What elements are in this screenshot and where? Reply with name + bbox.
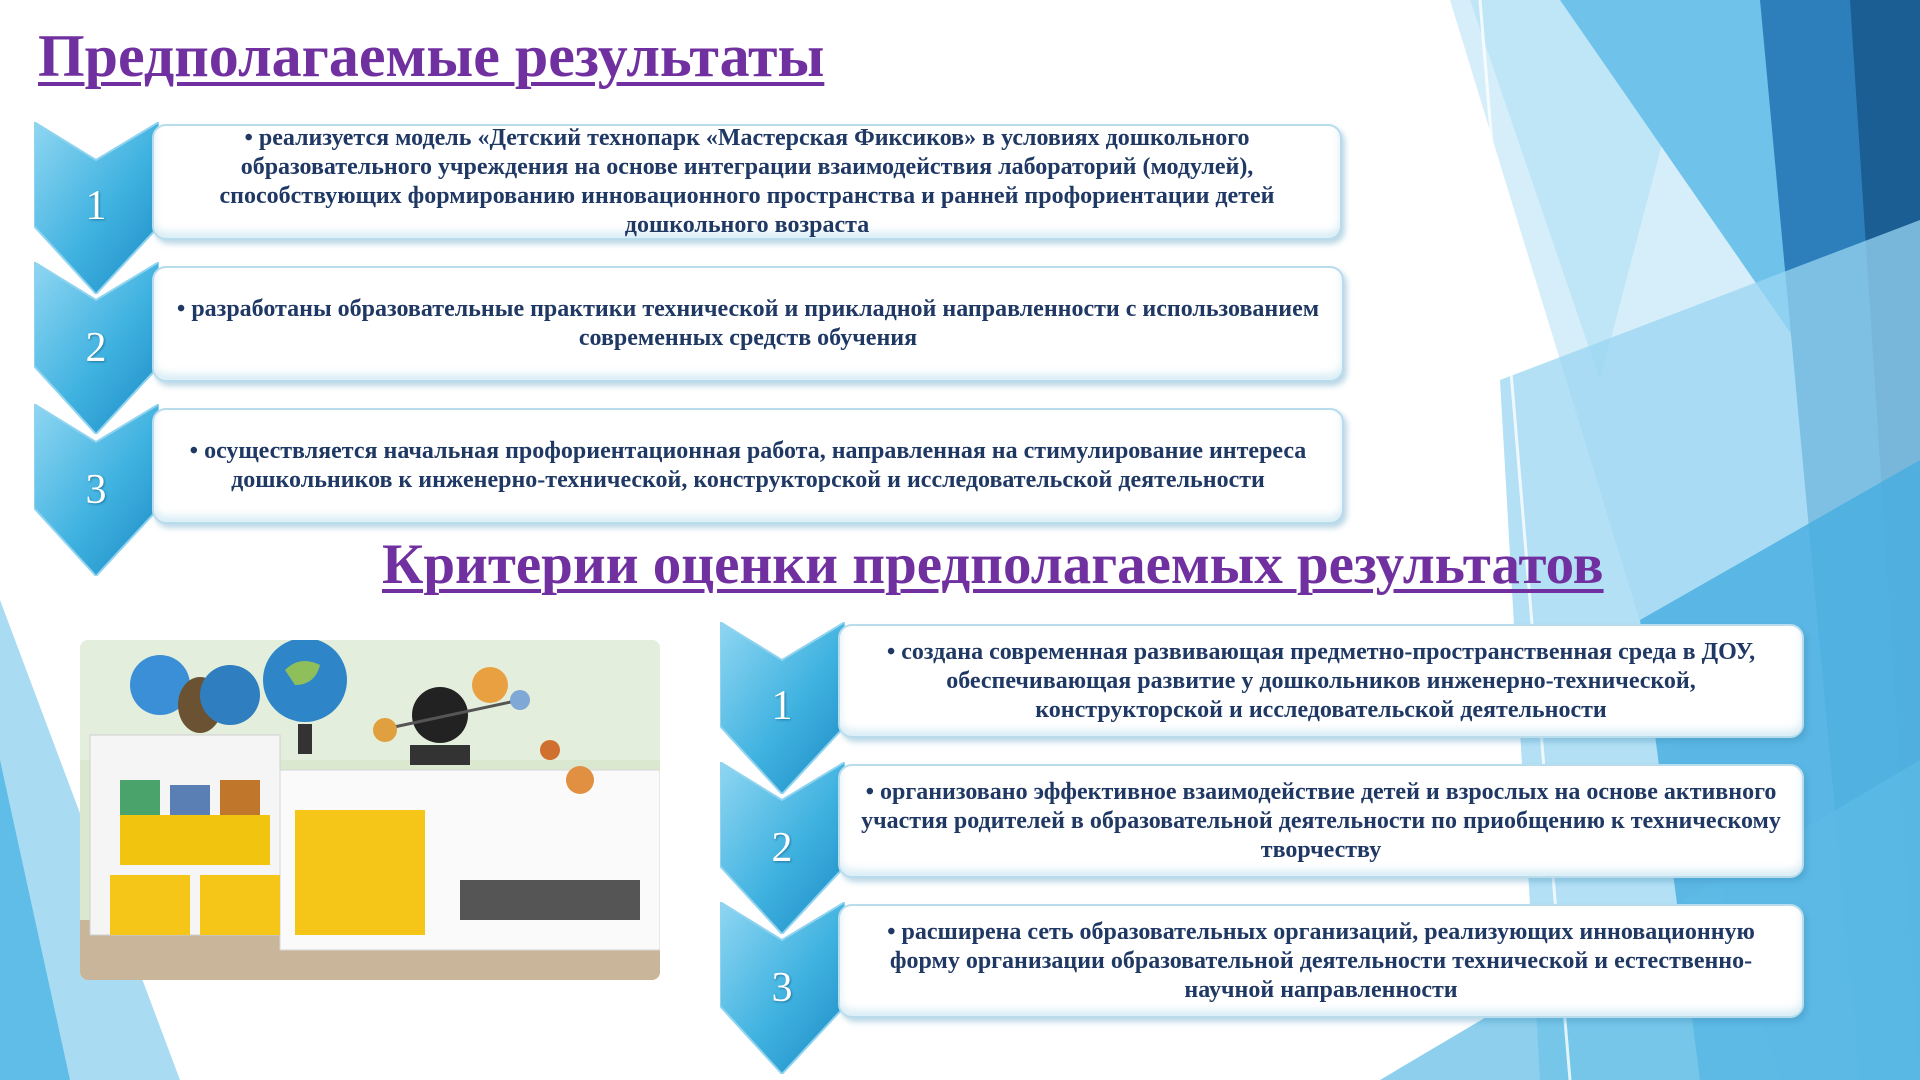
result-text-box (152, 408, 1344, 524)
result-number: 1 (85, 183, 107, 229)
result-text: • реализуется модель «Детский технопарк «Мастерская Фиксиков» в условиях дошкольного образовательного учреждения на основе интеграции взаимодействия лабораторий (модулей), способствующих формированию инновационного пространства и ранней профориентации детей дошкольного возраста (219, 125, 1275, 238)
result-number: 3 (85, 467, 107, 513)
criteria-number: 2 (771, 825, 793, 871)
section-title: Критерии оценки предполагаемых результатов (382, 533, 1604, 596)
criteria-text-box (838, 904, 1804, 1018)
criteria-text-box (838, 764, 1804, 878)
classroom-photo-illustration (80, 640, 660, 980)
criteria-text: • расширена сеть образовательных организаций, реализующих инновационную форму организации образовательной деятельности технической и естественно-научной направленности (887, 918, 1755, 1003)
classroom-photo (80, 640, 660, 980)
criteria-text: • создана современная развивающая предметно-пространственная среда в ДОУ, обеспечивающая развитие у дошкольников инженерно-технической, конструкторской и исследовательской деятельности (886, 638, 1756, 723)
result-text-box (152, 124, 1342, 240)
criteria-text-box (838, 624, 1804, 738)
criteria-text: • организовано эффективное взаимодействие детей и взрослых на основе активного участия родителей в образовательной деятельности по приобщению к техническому творчеству (861, 778, 1781, 863)
result-text: • осуществляется начальная профориентационная работа, направленная на стимулирование интереса дошкольников к инженерно-технической, конструкторской и исследовательской деятельности (189, 438, 1307, 493)
page-title: Предполагаемые результаты (38, 23, 825, 89)
result-number: 2 (85, 325, 107, 371)
result-text-box (152, 266, 1344, 382)
result-text: • разработаны образовательные практики технической и прикладной направленности с использованием современных средств обучения (176, 296, 1320, 351)
criteria-number: 1 (771, 683, 793, 729)
criteria-number: 3 (771, 965, 793, 1011)
